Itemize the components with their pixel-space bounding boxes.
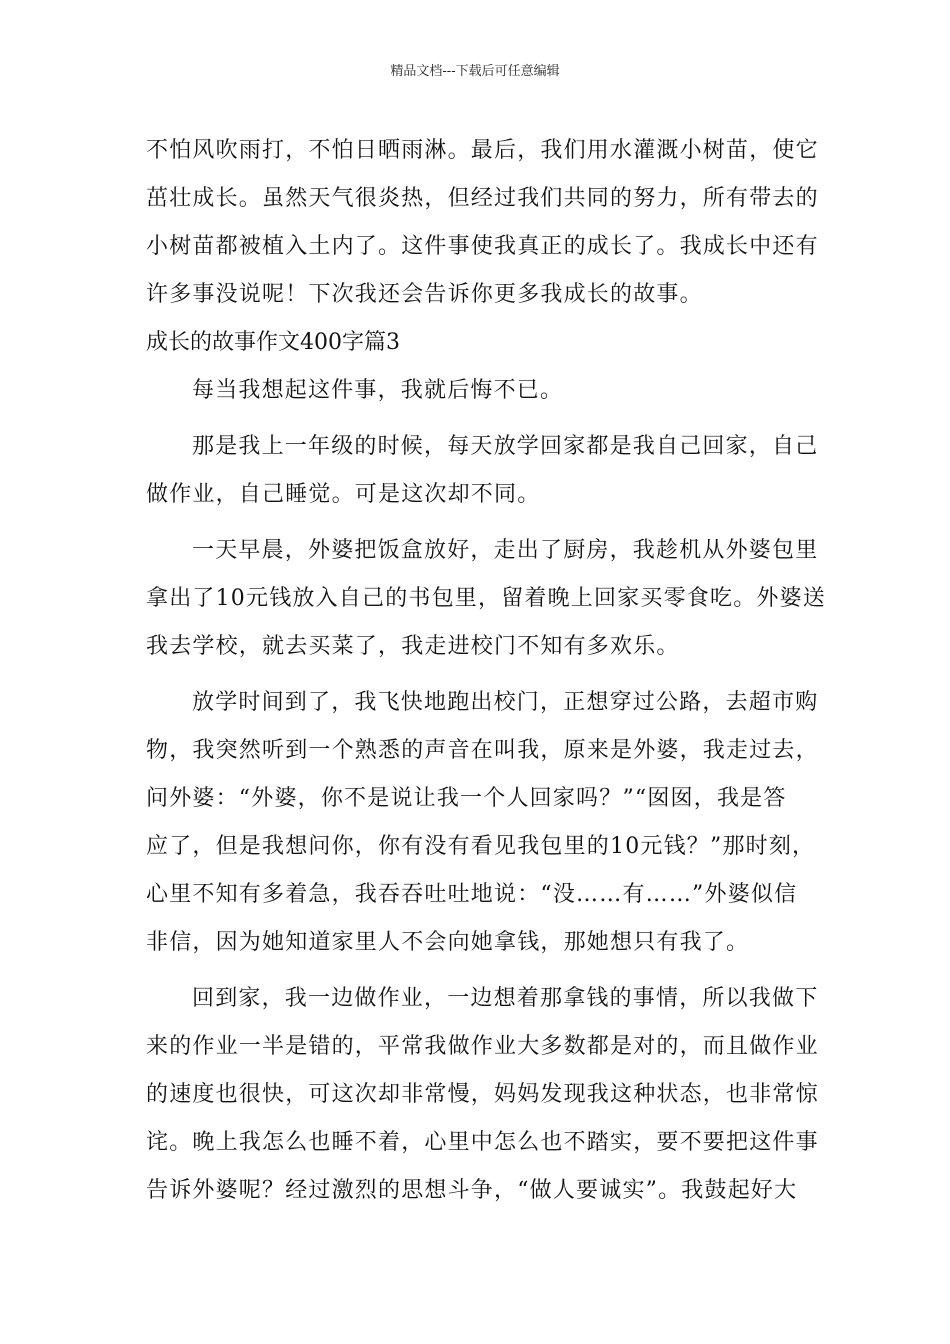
text-line: 每当我想起这件事，我就后悔不已。 [192, 378, 564, 403]
text-line: 那是我上一年级的时候，每天放学回家都是我自己回家，自己 [192, 434, 819, 459]
text-line: 告诉外婆呢？经过激烈的思想斗争，“做人要诚实”。我鼓起好大 [146, 1178, 798, 1203]
text-line: 我去学校，就去买菜了，我走进校门不知有多欢乐。 [146, 634, 680, 659]
text-line: 应了，但是我想问你，你有没有看见我包里的10元钱？”那时刻， [146, 834, 816, 859]
text-line: 不怕风吹雨打，不怕日晒雨淋。最后，我们用水灌溉小树苗，使它 [146, 138, 819, 163]
text-line: 非信，因为她知道家里人不会向她拿钱，那她想只有我了。 [146, 930, 750, 955]
text-line: 茁壮成长。虽然天气很炎热，但经过我们共同的努力，所有带去的 [146, 186, 819, 211]
text-line: 问外婆：“外婆，你不是说让我一个人回家吗？”“囡囡，我是答 [146, 786, 787, 811]
section-heading: 成长的故事作文400字篇3 [146, 330, 400, 355]
text-line: 许多事没说呢！下次我还会告诉你更多我成长的故事。 [146, 282, 703, 307]
text-line: 回到家，我一边做作业，一边想着那拿钱的事情，所以我做下 [192, 986, 819, 1011]
text-line: 做作业，自己睡觉。可是这次却不同。 [146, 482, 541, 507]
page-header: 精品文档---下载后可任意编辑 [390, 64, 560, 79]
text-line: 心里不知有多着急，我吞吞吐吐地说：“没……有……”外婆似信 [146, 882, 798, 907]
text-line: 的速度也很快，可这次却非常慢，妈妈发现我这种状态，也非常惊 [146, 1082, 819, 1107]
text-line: 来的作业一半是错的，平常我做作业大多数都是对的，而且做作业 [146, 1034, 819, 1059]
text-line: 拿出了10元钱放入自己的书包里，留着晚上回家买零食吃。外婆送 [146, 586, 826, 611]
text-line: 小树苗都被植入土内了。这件事使我真正的成长了。我成长中还有 [146, 234, 819, 259]
text-line: 诧。晚上我怎么也睡不着，心里中怎么也不踏实，要不要把这件事 [146, 1130, 819, 1155]
text-line: 放学时间到了，我飞快地跑出校门，正想穿过公路，去超市购 [192, 690, 819, 715]
text-line: 一天早晨，外婆把饭盒放好，走出了厨房，我趁机从外婆包里 [192, 538, 819, 563]
text-line: 物，我突然听到一个熟悉的声音在叫我，原来是外婆，我走过去， [146, 738, 819, 763]
